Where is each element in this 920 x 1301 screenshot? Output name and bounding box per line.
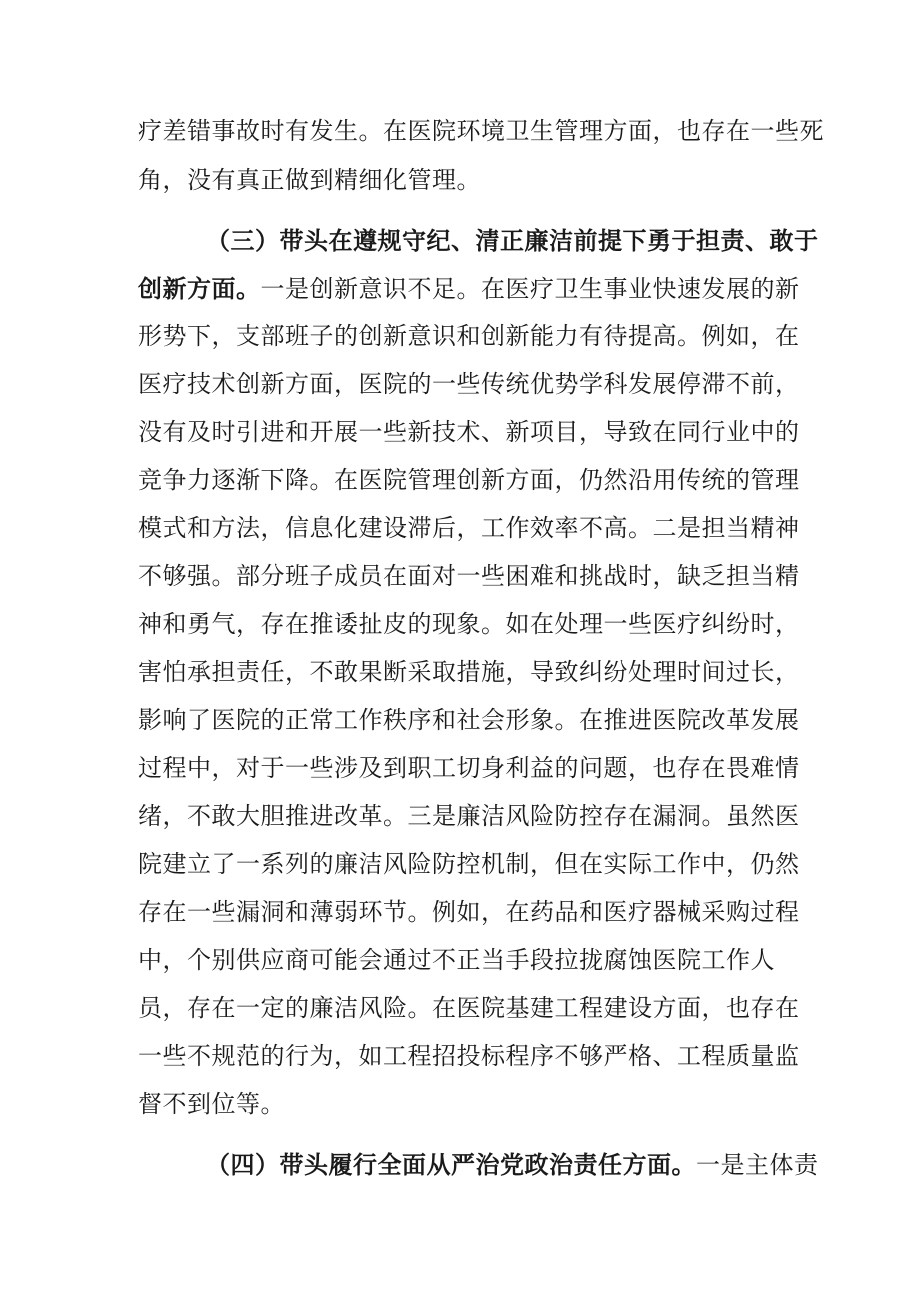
- section-heading-3: （三）带头在遵规守纪、清正廉洁前提下勇于担责、敢于: [206, 226, 819, 255]
- paragraph-line: 员，存在一定的廉洁风险。在医院基建工程建设方面，也存在: [138, 994, 800, 1022]
- paragraph-line: 绪，不敢大胆推进改革。三是廉洁风险防控存在漏洞。虽然医: [138, 802, 800, 830]
- paragraph-line: 形势下，支部班子的创新意识和创新能力有待提高。例如，在: [138, 322, 800, 350]
- paragraph-text: 一是主体责: [696, 1151, 819, 1179]
- paragraph-line: 存在一些漏洞和薄弱环节。例如，在药品和医疗器械采购过程: [138, 898, 800, 926]
- paragraph-line: 疗差错事故时有发生。在医院环境卫生管理方面，也存在一些死: [138, 117, 824, 145]
- paragraph-line: 角，没有真正做到精细化管理。: [138, 166, 481, 194]
- paragraph-line: 竞争力逐渐下降。在医院管理创新方面，仍然沿用传统的管理: [138, 466, 800, 494]
- paragraph-line: 没有及时引进和开展一些新技术、新项目，导致在同行业中的: [138, 418, 800, 446]
- paragraph-line: 过程中，对于一些涉及到职工切身利益的问题，也存在畏难情: [138, 754, 800, 782]
- paragraph-line: [138, 274, 800, 304]
- paragraph-line: 神和勇气，存在推诿扯皮的现象。如在处理一些医疗纠纷时，: [138, 610, 800, 638]
- paragraph-line: 影响了医院的正常工作秩序和社会形象。在推进医院改革发展: [138, 706, 800, 734]
- paragraph-line: 一些不规范的行为，如工程招投标程序不够严格、工程质量监: [138, 1042, 800, 1070]
- paragraph-line: 不够强。部分班子成员在面对一些困难和挑战时，缺乏担当精: [138, 562, 800, 590]
- paragraph-line: 模式和方法，信息化建设滞后，工作效率不高。二是担当精神: [138, 514, 800, 542]
- paragraph-line: 院建立了一系列的廉洁风险防控机制，但在实际工作中，仍然: [138, 850, 800, 878]
- paragraph-line: 督不到位等。: [138, 1090, 285, 1118]
- section-heading-4: （四）带头履行全面从严治党政治责任方面。: [206, 1150, 696, 1179]
- section-heading-3-end: 创新方面。: [138, 274, 261, 303]
- paragraph-line: [206, 1150, 819, 1180]
- paragraph-line: 医疗技术创新方面，医院的一些传统优势学科发展停滞不前，: [138, 370, 800, 398]
- paragraph-text: 一是创新意识不足。在医疗卫生事业快速发展的新: [260, 275, 800, 303]
- paragraph-line: 害怕承担责任，不敢果断采取措施，导致纠纷处理时间过长，: [138, 658, 800, 686]
- paragraph-line: 中，个别供应商可能会通过不正当手段拉拢腐蚀医院工作人: [138, 946, 775, 974]
